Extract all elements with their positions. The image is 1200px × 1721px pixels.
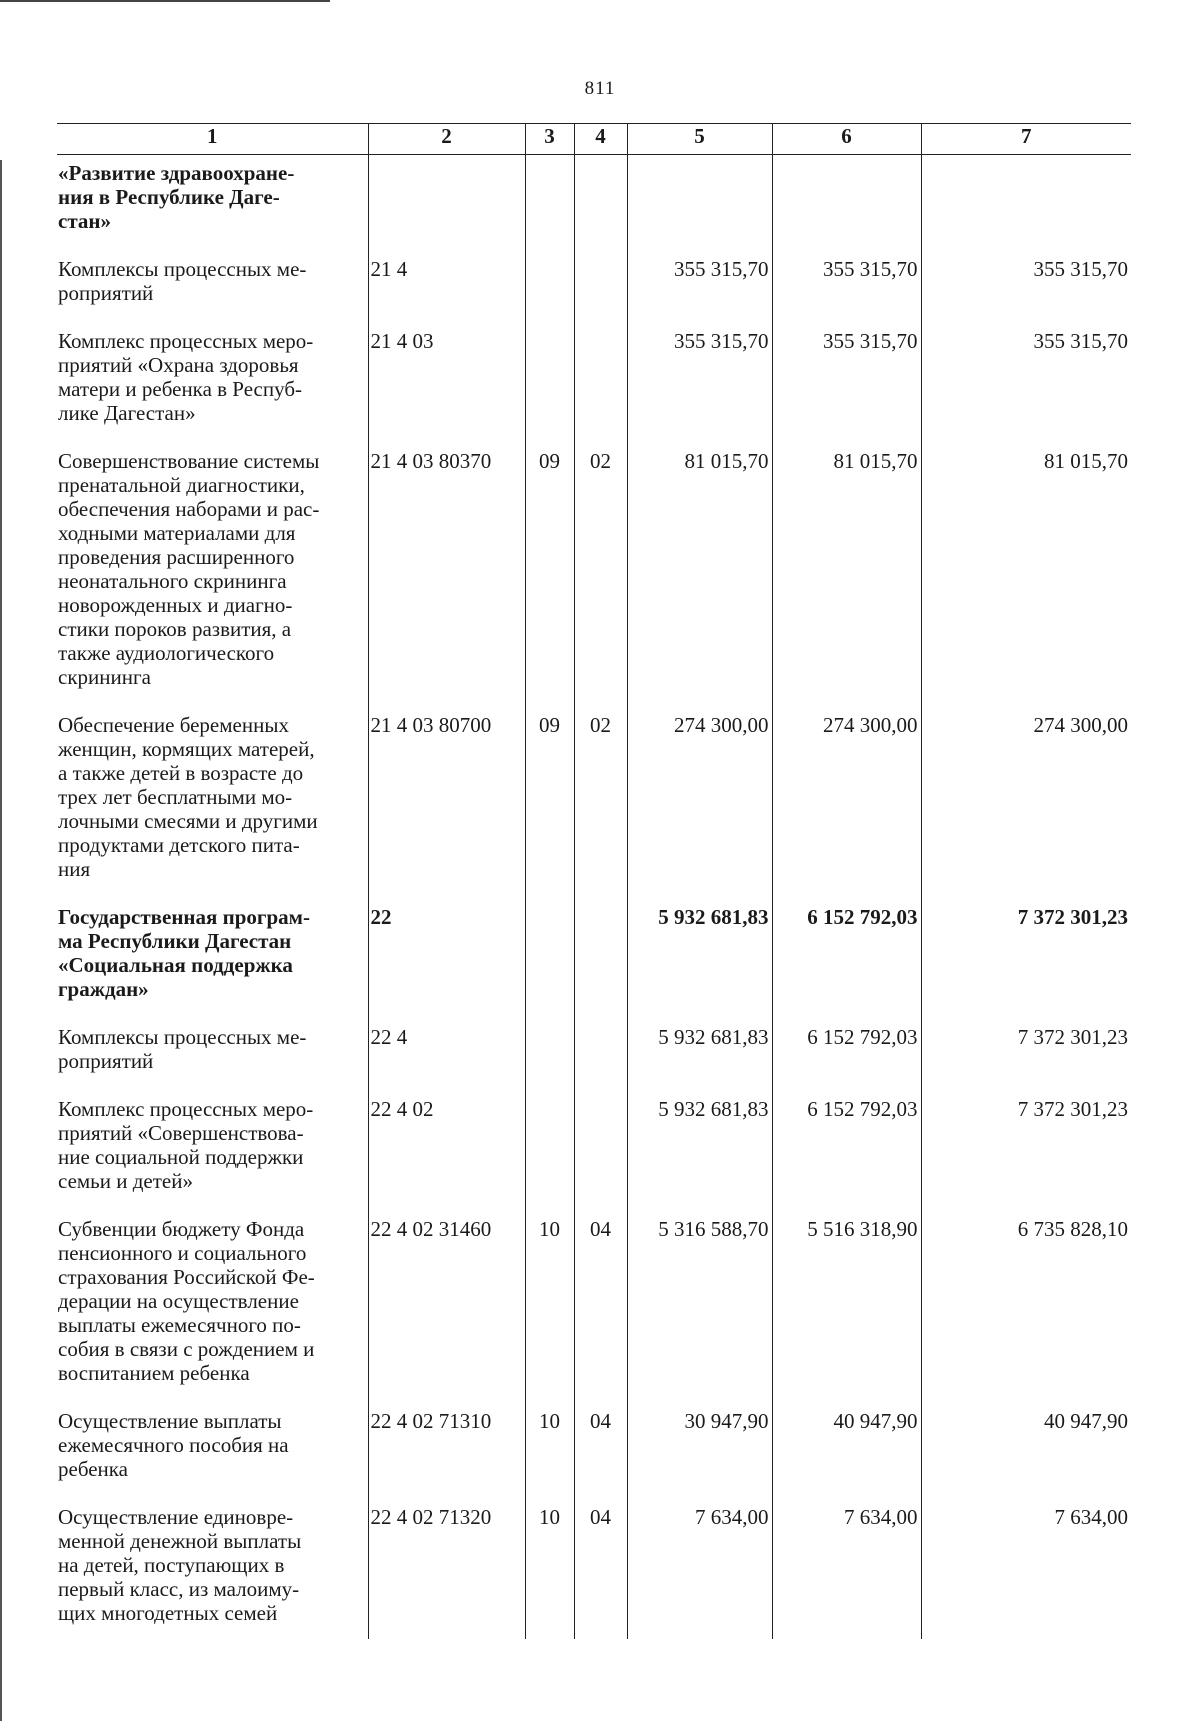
item-name: «Развитие здравоохране- ния в Республике Даге- стан» bbox=[57, 155, 368, 258]
classification-code: 22 4 02 71320 bbox=[368, 1505, 525, 1639]
table-row bbox=[57, 1097, 1131, 1217]
subsection-code: 04 bbox=[574, 1409, 627, 1505]
classification-code bbox=[368, 155, 525, 258]
column-header: 6 bbox=[772, 124, 921, 155]
column-header: 2 bbox=[368, 124, 525, 155]
section-code bbox=[525, 1025, 574, 1097]
section-code: 10 bbox=[525, 1409, 574, 1505]
amount-col5: 5 316 588,70 bbox=[627, 1217, 772, 1409]
amount-col5: 5 932 681,83 bbox=[627, 905, 772, 1025]
column-header: 7 bbox=[921, 124, 1131, 155]
amount-col7: 355 315,70 bbox=[921, 329, 1131, 449]
budget-table bbox=[57, 123, 1131, 1639]
amount-col7: 7 372 301,23 bbox=[921, 1097, 1131, 1217]
amount-col7: 7 372 301,23 bbox=[921, 1025, 1131, 1097]
subsection-code bbox=[574, 155, 627, 258]
amount-col5: 30 947,90 bbox=[627, 1409, 772, 1505]
section-code: 09 bbox=[525, 713, 574, 905]
amount-col6: 81 015,70 bbox=[772, 449, 921, 713]
section-code bbox=[525, 905, 574, 1025]
scan-edge-line bbox=[0, 160, 2, 1721]
column-header: 5 bbox=[627, 124, 772, 155]
subsection-code bbox=[574, 329, 627, 449]
table-row bbox=[57, 257, 1131, 329]
section-code bbox=[525, 1097, 574, 1217]
table-row bbox=[57, 1409, 1131, 1505]
amount-col7: 6 735 828,10 bbox=[921, 1217, 1131, 1409]
section-code bbox=[525, 257, 574, 329]
subsection-code: 04 bbox=[574, 1505, 627, 1639]
amount-col5: 355 315,70 bbox=[627, 329, 772, 449]
amount-col7: 81 015,70 bbox=[921, 449, 1131, 713]
amount-col5: 7 634,00 bbox=[627, 1505, 772, 1639]
amount-col5: 274 300,00 bbox=[627, 713, 772, 905]
amount-col5: 5 932 681,83 bbox=[627, 1097, 772, 1217]
subsection-code: 04 bbox=[574, 1217, 627, 1409]
amount-col5: 5 932 681,83 bbox=[627, 1025, 772, 1097]
scan-edge-line bbox=[0, 0, 330, 2]
table-row bbox=[57, 713, 1131, 905]
amount-col5: 355 315,70 bbox=[627, 257, 772, 329]
classification-code: 22 4 bbox=[368, 1025, 525, 1097]
table-row bbox=[57, 905, 1131, 1025]
item-name: Государственная програм- ма Республики Дагестан «Социальная поддержка граждан» bbox=[57, 905, 368, 1025]
subsection-code: 02 bbox=[574, 713, 627, 905]
column-header: 1 bbox=[57, 124, 368, 155]
amount-col7: 7 372 301,23 bbox=[921, 905, 1131, 1025]
section-code: 10 bbox=[525, 1217, 574, 1409]
subsection-code bbox=[574, 905, 627, 1025]
amount-col6: 6 152 792,03 bbox=[772, 1097, 921, 1217]
table-row bbox=[57, 449, 1131, 713]
amount-col7: 355 315,70 bbox=[921, 257, 1131, 329]
amount-col7 bbox=[921, 155, 1131, 258]
subsection-code: 02 bbox=[574, 449, 627, 713]
amount-col5: 81 015,70 bbox=[627, 449, 772, 713]
amount-col6 bbox=[772, 155, 921, 258]
page-number: 811 bbox=[584, 78, 616, 99]
subsection-code bbox=[574, 1097, 627, 1217]
amount-col6: 40 947,90 bbox=[772, 1409, 921, 1505]
amount-col6: 7 634,00 bbox=[772, 1505, 921, 1639]
classification-code: 22 bbox=[368, 905, 525, 1025]
item-name: Осуществление выплаты ежемесячного пособия на ребенка bbox=[57, 1409, 368, 1505]
item-name: Совершенствование системы пренатальной диагностики, обеспечения наборами и рас- ходными материалами для проведения расширенного неонатального скрининга новорожденных и диагно- стики пороков развития, а также аудиологического скрининга bbox=[57, 449, 368, 713]
table-row bbox=[57, 1025, 1131, 1097]
classification-code: 21 4 bbox=[368, 257, 525, 329]
column-header: 4 bbox=[574, 124, 627, 155]
column-header: 3 bbox=[525, 124, 574, 155]
amount-col6: 355 315,70 bbox=[772, 329, 921, 449]
item-name: Комплекс процессных меро- приятий «Совершенствова- ние социальной поддержки семьи и детей» bbox=[57, 1097, 368, 1217]
item-name: Комплексы процессных ме- роприятий bbox=[57, 257, 368, 329]
subsection-code bbox=[574, 257, 627, 329]
classification-code: 22 4 02 31460 bbox=[368, 1217, 525, 1409]
item-name: Обеспечение беременных женщин, кормящих матерей, а также детей в возрасте до трех лет бесплатными мо- лочными смесями и другими продуктами детского пита- ния bbox=[57, 713, 368, 905]
classification-code: 22 4 02 bbox=[368, 1097, 525, 1217]
item-name: Комплекс процессных меро- приятий «Охрана здоровья матери и ребенка в Респуб- лике Дагестан» bbox=[57, 329, 368, 449]
table-row bbox=[57, 329, 1131, 449]
amount-col6: 5 516 318,90 bbox=[772, 1217, 921, 1409]
table-row bbox=[57, 1217, 1131, 1409]
header-row bbox=[57, 124, 1131, 155]
item-name: Субвенции бюджету Фонда пенсионного и социального страхования Российской Фе- дерации на осуществление выплаты ежемесячного по- собия в связи с рождением и воспитанием ребенка bbox=[57, 1217, 368, 1409]
section-code bbox=[525, 155, 574, 258]
amount-col6: 6 152 792,03 bbox=[772, 905, 921, 1025]
amount-col6: 6 152 792,03 bbox=[772, 1025, 921, 1097]
amount-col6: 274 300,00 bbox=[772, 713, 921, 905]
amount-col7: 274 300,00 bbox=[921, 713, 1131, 905]
classification-code: 21 4 03 80370 bbox=[368, 449, 525, 713]
item-name: Осуществление единовре- менной денежной выплаты на детей, поступающих в первый класс, из малоиму- щих многодетных семей bbox=[57, 1505, 368, 1639]
classification-code: 21 4 03 80700 bbox=[368, 713, 525, 905]
item-name: Комплексы процессных ме- роприятий bbox=[57, 1025, 368, 1097]
amount-col6: 355 315,70 bbox=[772, 257, 921, 329]
section-code: 09 bbox=[525, 449, 574, 713]
table-row bbox=[57, 1505, 1131, 1639]
section-code bbox=[525, 329, 574, 449]
classification-code: 22 4 02 71310 bbox=[368, 1409, 525, 1505]
amount-col5 bbox=[627, 155, 772, 258]
section-code: 10 bbox=[525, 1505, 574, 1639]
amount-col7: 40 947,90 bbox=[921, 1409, 1131, 1505]
classification-code: 21 4 03 bbox=[368, 329, 525, 449]
subsection-code bbox=[574, 1025, 627, 1097]
amount-col7: 7 634,00 bbox=[921, 1505, 1131, 1639]
table-row bbox=[57, 155, 1131, 258]
